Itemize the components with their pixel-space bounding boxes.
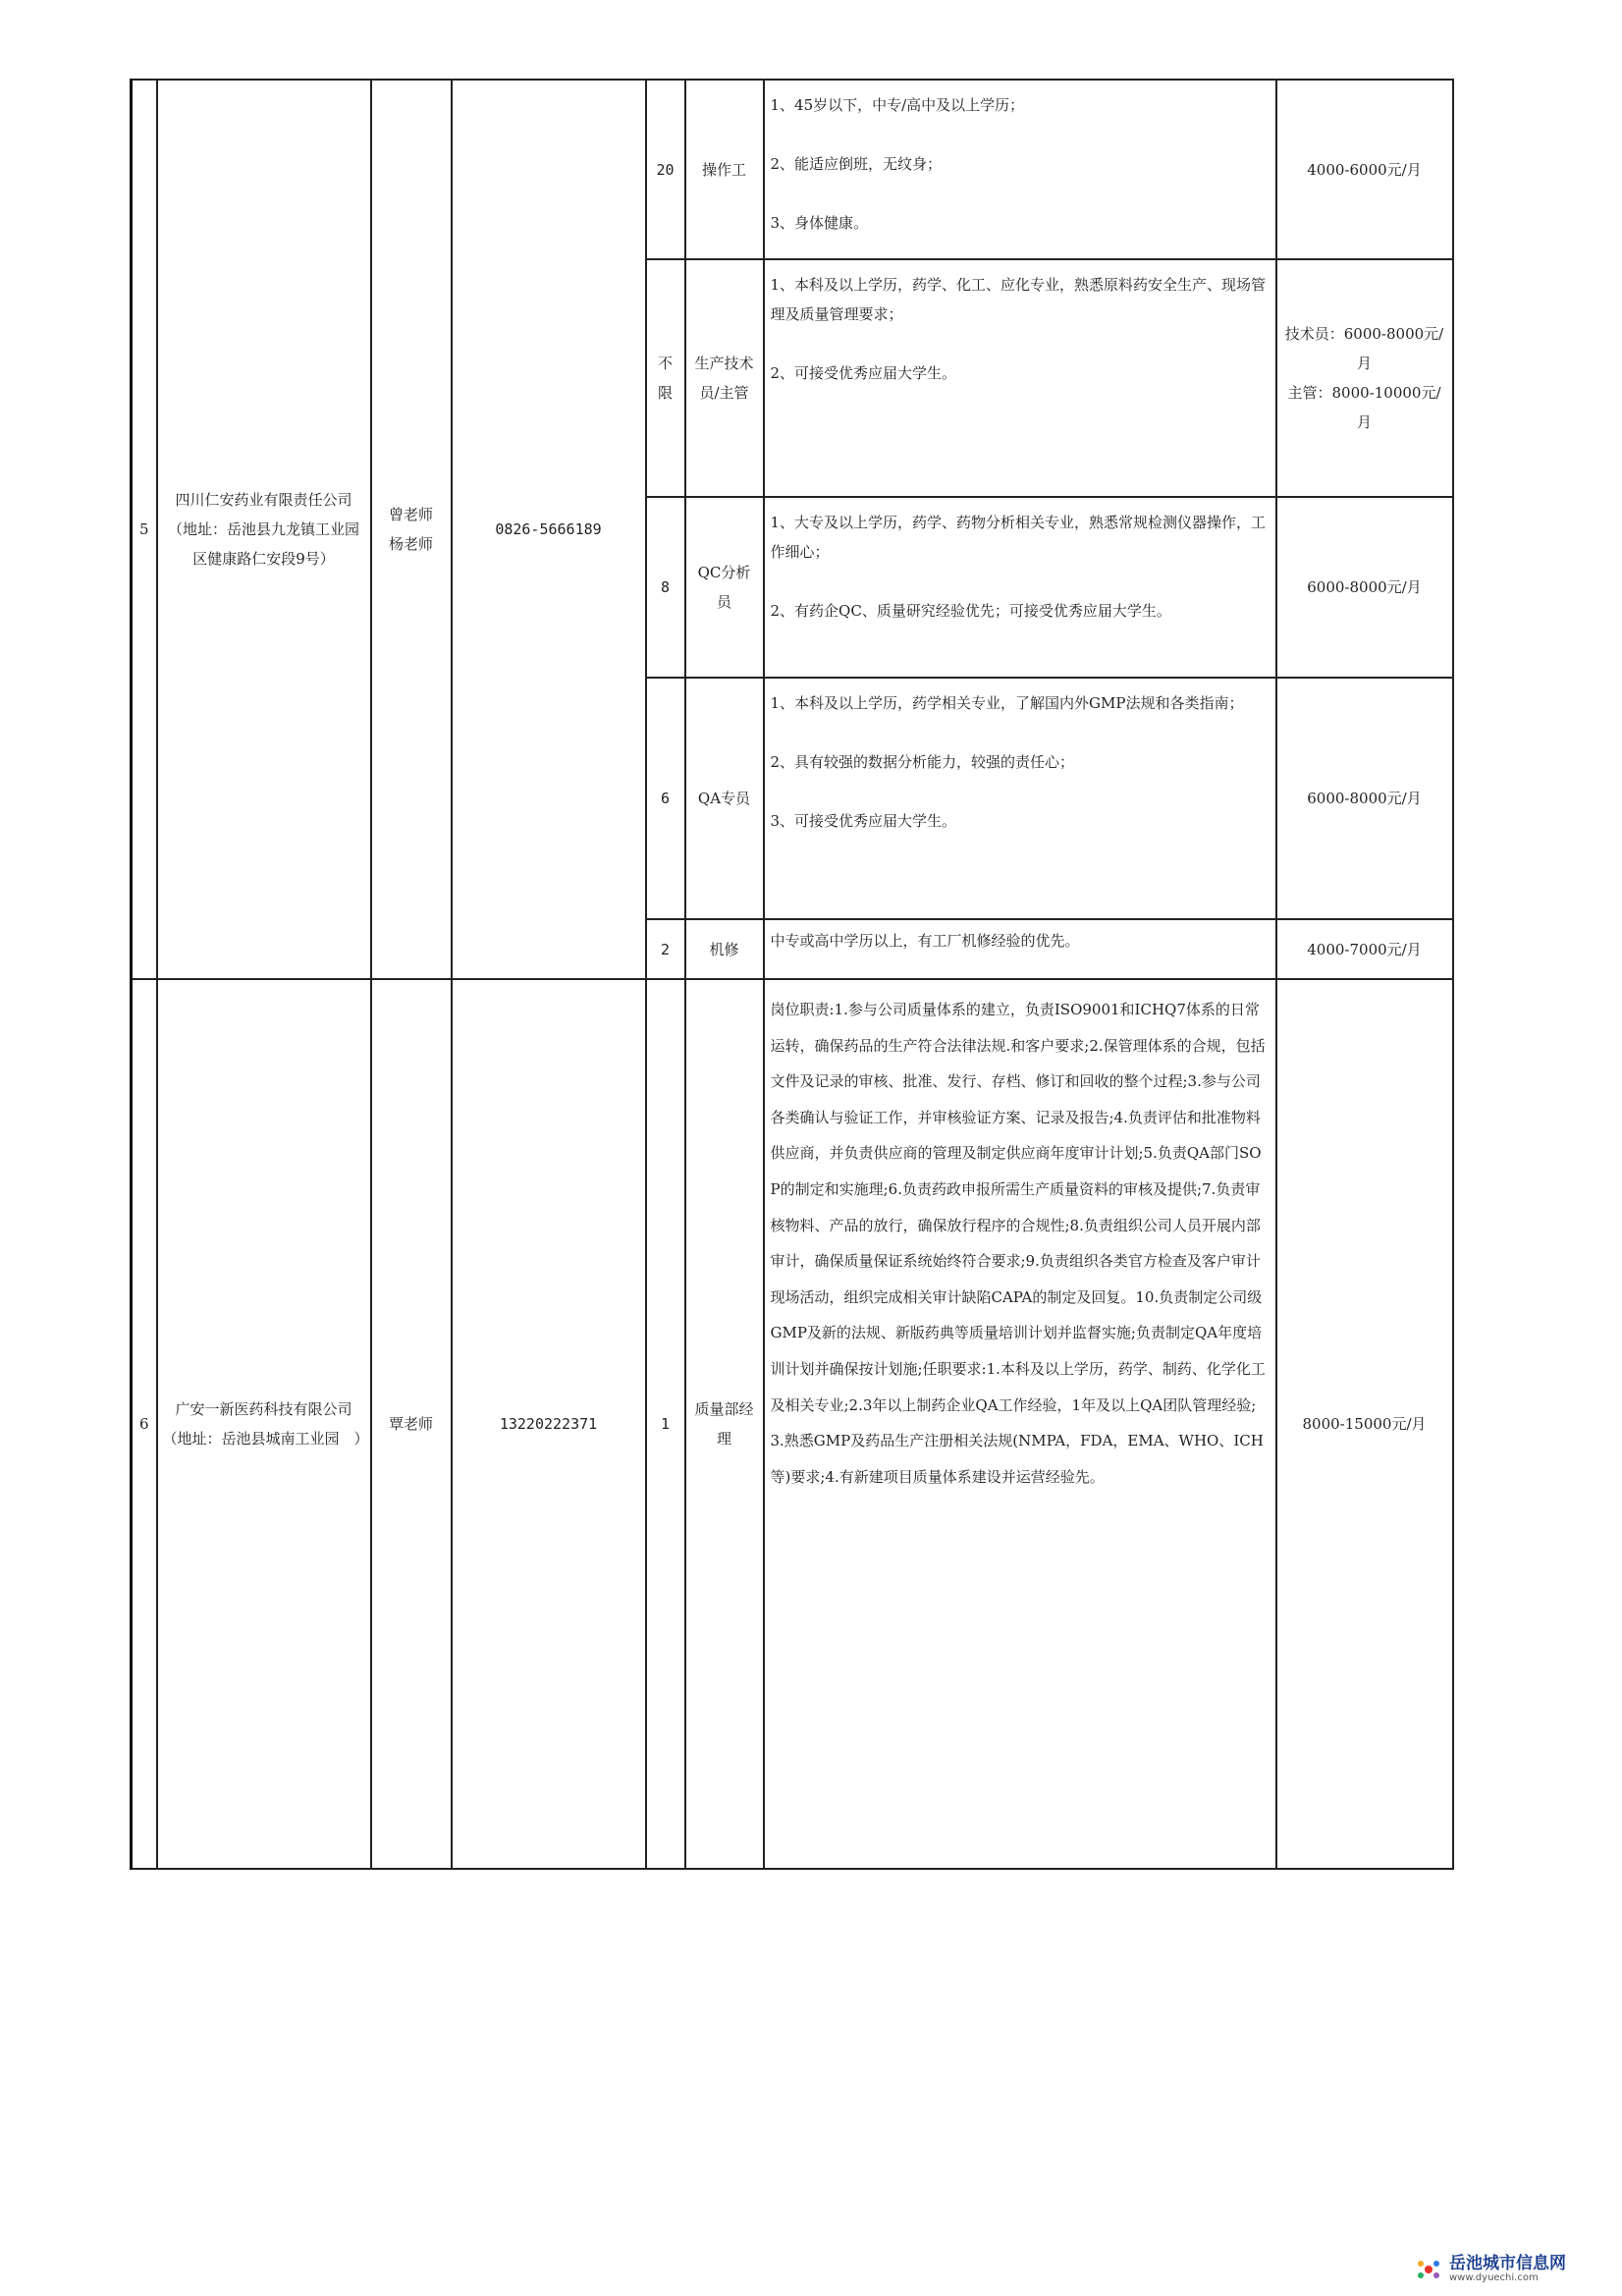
job-title: 操作工 [685,80,764,259]
job-count: 不限 [646,259,685,497]
company-name: 广安一新医药科技有限公司 [175,1400,352,1418]
job-salary [1276,259,1453,497]
job-requirements [764,678,1276,919]
contact-name: 杨老师 [388,535,433,553]
contact-cell [371,80,452,979]
job-salary: 8000-15000元/月 [1276,979,1453,1869]
job-count: 20 [646,80,685,259]
job-salary: 4000-7000元/月 [1276,919,1453,979]
salary-line: 主管：8000-10000元/月 [1287,384,1441,431]
job-requirements [764,80,1276,259]
company-name: 四川仁安药业有限责任公司 [175,491,352,509]
contact-name: 覃老师 [371,979,452,1869]
requirement-line: 3、可接受优秀应届大学生。 [770,812,957,830]
job-requirements [764,259,1276,497]
requirement-line: 3、身体健康。 [770,214,869,232]
site-watermark [1414,2255,1566,2284]
row-index: 6 [132,979,157,1869]
requirement-line: 1、本科及以上学历，药学、化工、应化专业，熟悉原料药安全生产、现场管理及质量管理要求； [770,276,1267,323]
company-cell [157,979,371,1869]
phone-number: 13220222371 [452,979,646,1869]
table-row [132,979,1453,1869]
watermark-title: 岳池城市信息网 [1449,2254,1566,2273]
requirement-line: 2、可接受优秀应届大学生。 [770,364,957,382]
requirement-line: 2、有药企QC、质量研究经验优先；可接受优秀应届大学生。 [770,602,1171,620]
job-salary: 4000-6000元/月 [1276,80,1453,259]
job-count: 8 [646,497,685,678]
job-count: 2 [646,919,685,979]
job-title: 质量部经理 [685,979,764,1869]
requirement-line: 2、具有较强的数据分析能力，较强的责任心； [770,753,1075,771]
job-title: QA专员 [685,678,764,919]
job-salary: 6000-8000元/月 [1276,678,1453,919]
requirement-line: 2、能适应倒班，无纹身； [770,155,943,173]
job-title: 生产技术员/主管 [685,259,764,497]
salary-line: 技术员：6000-8000元/月 [1284,325,1444,372]
row-index: 5 [132,80,157,979]
requirement-line: 1、大专及以上学历，药学、药物分析相关专业，熟悉常规检测仪器操作，工作细心； [770,514,1267,561]
job-requirements [764,497,1276,678]
phone-number: 0826-5666189 [452,80,646,979]
watermark-url: www.dyuechi.com [1449,2272,1539,2283]
company-cell [157,80,371,979]
job-salary: 6000-8000元/月 [1276,497,1453,678]
job-title: 机修 [685,919,764,979]
job-title: QC分析员 [685,497,764,678]
job-count: 1 [646,979,685,1869]
requirement-line: 1、45岁以下，中专/高中及以上学历； [770,96,1025,114]
job-requirements: 岗位职责:1.参与公司质量体系的建立，负责ISO9001和ICHQ7体系的日常运转，确保药品的生产符合法律法规.和客户要求;2.保管理体系的合规，包括文件及记录的审核、批准、发行、存档、修订和回收的整个过程;3.参与公司各类确认与验证工作，并审核验证方案、记录及报告;4.负责评估和批准物料供应商，并负责供应商的管理及制定供应商年度审计计划;5.负责QA部门SOP的制定和实施理;6.负责药政申报所需生产质量资料的审核及提供;7.负责审核物料、产品的放行，确保放行程序的合规性;8.负责组织公司人员开展内部审计，确保质量保证系统始终符合要求;9.负责组织各类官方检查及客户审计现场活动，组织完成相关审计缺陷CAPA的制定及回复。10.负责制定公司级GMP及新的法规、新版药典等质量培训计划并监督实施;负责制定QA年度培训计划并确保按计划施;任职要求:1.本科及以上学历，药学、制药、化学化工及相关专业;2.3年以上制药企业QA工作经验，1年及以上QA团队管理经验;3.熟悉GMP及药品生产注册相关法规(NMPA，FDA，EMA、WHO、ICH等)要求;4.有新建项目质量体系建设并运营经验先。 [764,979,1276,1869]
requirement-line: 中专或高中学历以上，有工厂机修经验的优先。 [770,932,1080,950]
contact-name: 曾老师 [388,506,433,523]
job-count: 6 [646,678,685,919]
site-logo-icon [1414,2257,1443,2282]
table-row [132,80,1453,259]
job-requirements [764,919,1276,979]
company-address: （地址：岳池县城南工业园 ） [162,1430,369,1448]
requirement-line: 1、本科及以上学历，药学相关专业，了解国内外GMP法规和各类指南； [770,694,1244,712]
recruitment-table [130,79,1454,1870]
company-address: （地址：岳池县九龙镇工业园区健康路仁安段9号） [167,520,359,568]
